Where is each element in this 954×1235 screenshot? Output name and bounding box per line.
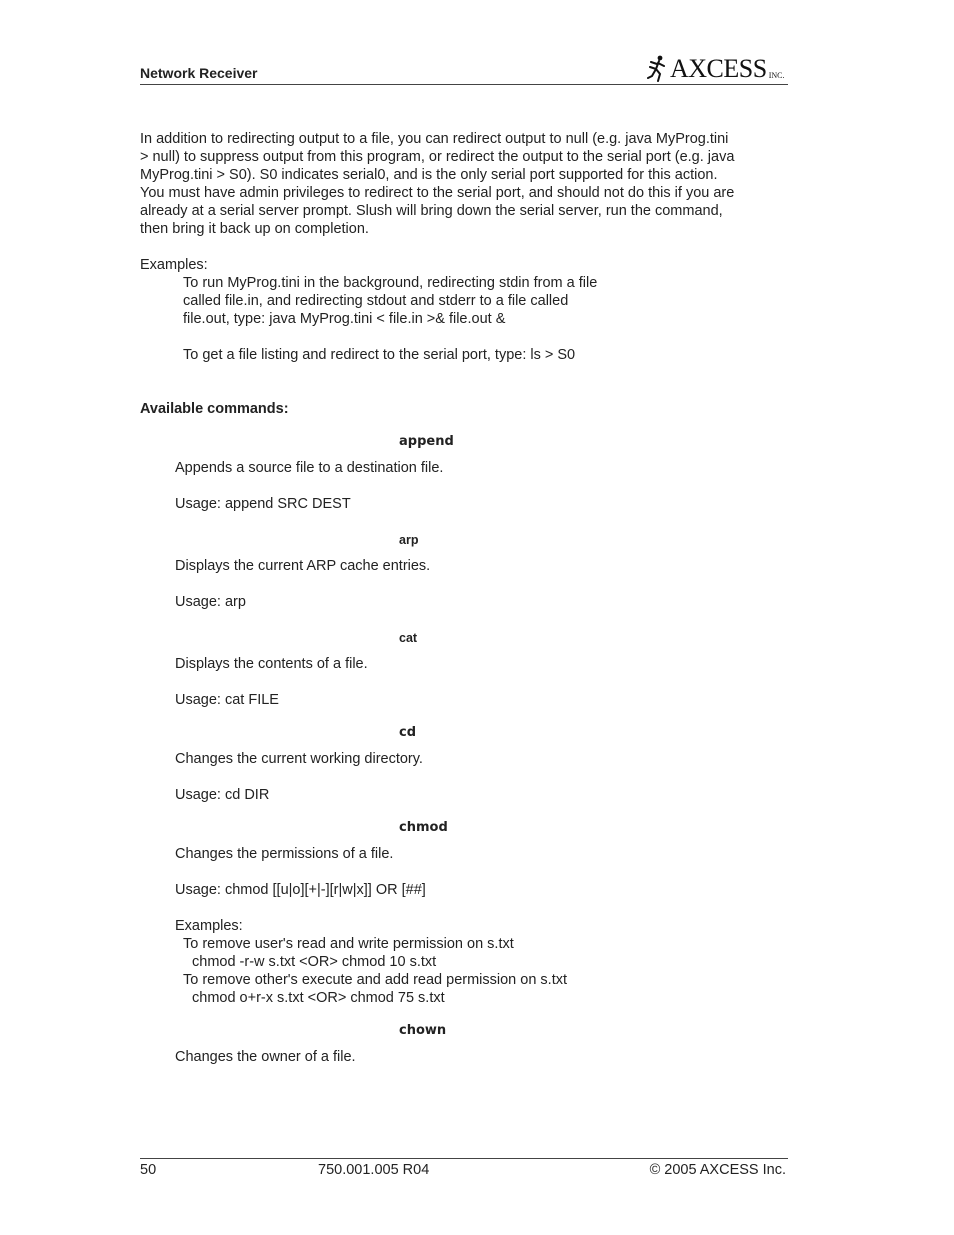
example-line: file.out, type: java MyProg.tini < file.in >& file.out &: [183, 311, 506, 327]
command-usage: Usage: arp: [175, 594, 246, 610]
logo-wordmark: AXCESS: [670, 54, 767, 83]
command-description: Changes the current working directory.: [175, 751, 423, 767]
command-description: Displays the contents of a file.: [175, 656, 368, 672]
command-usage: Usage: cat FILE: [175, 692, 279, 708]
command-name: cat: [399, 631, 418, 645]
available-commands-heading: Available commands:: [140, 401, 289, 417]
command-usage: Usage: chmod [[u|o][+|-][r|w|x]] OR [##]: [175, 882, 426, 898]
intro-line: > null) to suppress output from this program, or redirect the output to the serial port (e.g. java: [140, 149, 735, 165]
axcess-logo: [646, 54, 784, 82]
command-name: append: [399, 434, 454, 449]
intro-line: already at a serial server prompt. Slush will bring down the serial server, run the command,: [140, 203, 723, 219]
command-example-line: To remove user's read and write permission on s.txt: [183, 936, 514, 952]
intro-line: In addition to redirecting output to a file, you can redirect output to null (e.g. java MyProg.tini: [140, 131, 729, 147]
examples-label: Examples:: [140, 257, 208, 273]
command-usage: Usage: append SRC DEST: [175, 496, 351, 512]
command-name: arp: [399, 533, 419, 547]
example-line: To run MyProg.tini in the background, redirecting stdin from a file: [183, 275, 598, 291]
runner-logo-icon: [646, 54, 670, 82]
command-description: Appends a source file to a destination file.: [175, 460, 444, 476]
header-rule: [140, 84, 788, 85]
example-line: called file.in, and redirecting stdout and stderr to a file called: [183, 293, 569, 309]
command-example-line: To remove other's execute and add read permission on s.txt: [183, 972, 568, 988]
command-description: Changes the owner of a file.: [175, 1049, 356, 1065]
running-header-title: Network Receiver: [140, 65, 258, 81]
copyright-notice: © 2005 AXCESS Inc.: [649, 1162, 786, 1178]
page-number: 50: [140, 1162, 157, 1178]
example-line: To get a file listing and redirect to the serial port, type: ls > S0: [183, 347, 576, 363]
command-example-line: chmod -r-w s.txt <OR> chmod 10 s.txt: [192, 954, 437, 970]
logo-suffix: INC.: [768, 71, 785, 80]
command-example-line: chmod o+r-x s.txt <OR> chmod 75 s.txt: [192, 990, 445, 1006]
intro-line: then bring it back up on completion.: [140, 221, 369, 237]
command-examples-label: Examples:: [175, 918, 243, 934]
document-number: 750.001.005 R04: [318, 1162, 430, 1178]
intro-line: You must have admin privileges to redirect to the serial port, and should not do this if you are: [140, 185, 735, 201]
command-description: Changes the permissions of a file.: [175, 846, 394, 862]
command-description: Displays the current ARP cache entries.: [175, 558, 431, 574]
intro-line: MyProg.tini > S0). S0 indicates serial0, and is the only serial port supported for this action.: [140, 167, 718, 183]
footer-rule: [140, 1158, 788, 1159]
command-name: chown: [399, 1023, 447, 1038]
command-name: cd: [399, 725, 417, 740]
command-usage: Usage: cd DIR: [175, 787, 270, 803]
command-name: chmod: [399, 820, 448, 835]
